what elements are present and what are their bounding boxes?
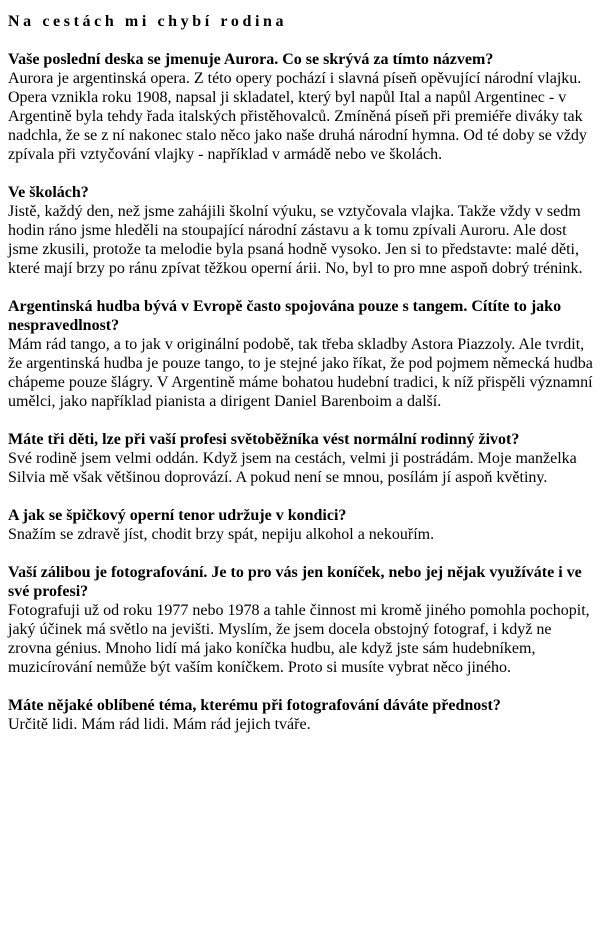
question: Máte tři děti, lze při vaší profesi světoběžníka vést normální rodinný život? <box>8 431 520 448</box>
question: Vaše poslední deska se jmenuje Aurora. Co se skrývá za tímto názvem? <box>8 51 494 68</box>
question: Máte nějaké oblíbené téma, kterému při fotografování dáváte přednost? <box>8 697 501 714</box>
article-title: Na cestách mi chybí rodina <box>8 13 288 30</box>
qa-item-6 <box>8 563 598 677</box>
question: Argentinská hudba bývá v Evropě často spojována pouze s tangem. Cítíte to jako nespravedlnost? <box>8 298 562 334</box>
answer: Jistě, každý den, než jsme zahájili školní výuku, se vztyčovala vlajka. Takže vždy v sedm hodin ráno jsme hleděli na stoupající národní zástavu a k tomu zpívali Auroru. Ale dost jsme zkusili, protože ta melodie byla psaná hodně vysoko. Jen si to představte: malé děti, které mají brzy po ránu zpívat těžkou operní árii. No, byl to pro mne aspoň dobrý trénink. <box>8 203 583 277</box>
question: Vaší zálibou je fotografování. Je to pro vás jen koníček, nebo jej nějak využíváte i ve své profesi? <box>8 564 582 600</box>
question: A jak se špičkový operní tenor udržuje v kondici? <box>8 507 347 524</box>
answer: Aurora je argentinská opera. Z této opery pochází i slavná píseň opěvující národní vlajku. Opera vznikla roku 1908, napsal ji skladatel, který byl napůl Ital a napůl Argentinec - v Argentině byla tehdy řada italských přistěhovalců. Zmíněná píseň při premiéře diváky tak nadchla, že se z ní nakonec stalo něco jako naše druhá národní hymna. Od té doby se vždy zpívala při vztyčování vlajky - například v armádě nebo ve školách. <box>8 70 587 163</box>
answer: Své rodině jsem velmi oddán. Když jsem na cestách, velmi ji postrádám. Moje manželka Silvia mě však většinou doprovází. A pokud není se mnou, posílám jí aspoň květiny. <box>8 450 577 486</box>
qa-item-1 <box>8 50 598 164</box>
answer: Mám rád tango, a to jak v originální podobě, tak třeba skladby Astora Piazzoly. Ale tvrdit, že argentinská hudba je pouze tango, to je stejné jako říkat, že pod pojmem německá hudba chápeme pouze šlágry. V Argentině máme bohatou hudební tradici, k níž přispěli významní umělci, jako například pianista a dirigent Daniel Barenboim a další. <box>8 336 593 410</box>
qa-item-4 <box>8 430 598 487</box>
qa-item-7 <box>8 696 598 734</box>
qa-item-5 <box>8 506 598 544</box>
answer: Snažím se zdravě jíst, chodit brzy spát, nepiju alkohol a nekouřím. <box>8 526 435 543</box>
qa-item-3 <box>8 297 598 411</box>
answer: Určitě lidi. Mám rád lidi. Mám rád jejich tváře. <box>8 716 311 733</box>
answer: Fotografuji už od roku 1977 nebo 1978 a tahle činnost mi kromě jiného pomohla pochopit, jaký účinek má světlo na jevišti. Myslím, že jsem docela obstojný fotograf, i když ne zrovna génius. Mnoho lidí má jako koníčka hudbu, ale když jste sám hudebníkem, muzicírování nemůže být vaším koníčkem. Proto si musíte vybrat něco jiného. <box>8 602 590 676</box>
qa-item-2 <box>8 183 598 278</box>
question: Ve školách? <box>8 184 89 201</box>
